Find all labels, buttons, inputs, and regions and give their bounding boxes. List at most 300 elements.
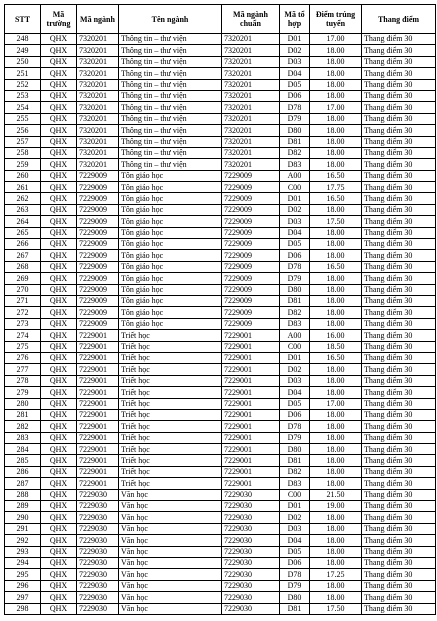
table-row <box>5 318 436 329</box>
header-ma-truong: Mã trường <box>41 5 77 34</box>
cell-diem: 18.00 <box>310 68 362 79</box>
cell-ma-to-hop: D02 <box>280 364 310 375</box>
cell-ten-nganh: Thông tin – thư viện <box>119 147 222 158</box>
cell-ma-truong: QHX <box>41 113 77 124</box>
cell-stt: 249 <box>5 45 41 56</box>
cell-ten-nganh: Triết học <box>119 341 222 352</box>
cell-thang-diem: Thang điểm 30 <box>362 193 436 204</box>
cell-ma-nganh-chuan: 7320201 <box>222 90 280 101</box>
table-row <box>5 398 436 409</box>
cell-ma-nganh: 7229030 <box>77 489 119 500</box>
cell-ma-to-hop: D79 <box>280 273 310 284</box>
table-row <box>5 68 436 79</box>
table-row <box>5 330 436 341</box>
cell-diem: 18.00 <box>310 56 362 67</box>
cell-ma-truong: QHX <box>41 580 77 591</box>
table-row <box>5 375 436 386</box>
cell-stt: 278 <box>5 375 41 386</box>
cell-thang-diem: Thang điểm 30 <box>362 341 436 352</box>
cell-ma-truong: QHX <box>41 250 77 261</box>
table-row <box>5 478 436 489</box>
cell-ma-nganh-chuan: 7320201 <box>222 136 280 147</box>
cell-ma-truong: QHX <box>41 284 77 295</box>
cell-ma-to-hop: D80 <box>280 444 310 455</box>
cell-ma-truong: QHX <box>41 136 77 147</box>
cell-thang-diem: Thang điểm 30 <box>362 204 436 215</box>
cell-diem: 16.50 <box>310 170 362 181</box>
table-row <box>5 239 436 250</box>
cell-ma-nganh: 7229001 <box>77 455 119 466</box>
cell-ma-to-hop: A00 <box>280 170 310 181</box>
cell-ma-to-hop: D02 <box>280 512 310 523</box>
cell-ma-nganh-chuan: 7229001 <box>222 432 280 443</box>
cell-diem: 18.00 <box>310 159 362 170</box>
cell-ma-nganh: 7229009 <box>77 318 119 329</box>
cell-ten-nganh: Tôn giáo học <box>119 170 222 181</box>
cell-ten-nganh: Tôn giáo học <box>119 182 222 193</box>
cell-ma-truong: QHX <box>41 170 77 181</box>
cell-ma-to-hop: D81 <box>280 136 310 147</box>
cell-diem: 18.00 <box>310 147 362 158</box>
cell-ma-nganh-chuan: 7229009 <box>222 216 280 227</box>
admission-score-table <box>4 4 436 615</box>
cell-stt: 257 <box>5 136 41 147</box>
cell-ten-nganh: Văn học <box>119 580 222 591</box>
cell-ma-nganh: 7229001 <box>77 398 119 409</box>
cell-diem: 18.00 <box>310 375 362 386</box>
cell-ma-nganh-chuan: 7229001 <box>222 330 280 341</box>
cell-stt: 248 <box>5 34 41 45</box>
cell-ma-truong: QHX <box>41 159 77 170</box>
cell-thang-diem: Thang điểm 30 <box>362 79 436 90</box>
cell-ma-nganh: 7229030 <box>77 546 119 557</box>
cell-ten-nganh: Văn học <box>119 603 222 614</box>
cell-ma-truong: QHX <box>41 432 77 443</box>
table-row <box>5 409 436 420</box>
cell-stt: 250 <box>5 56 41 67</box>
cell-thang-diem: Thang điểm 30 <box>362 227 436 238</box>
cell-ma-nganh: 7229009 <box>77 250 119 261</box>
cell-diem: 18.00 <box>310 90 362 101</box>
cell-diem: 17.00 <box>310 102 362 113</box>
cell-ma-nganh-chuan: 7229001 <box>222 409 280 420</box>
cell-ma-to-hop: D06 <box>280 250 310 261</box>
cell-ma-nganh: 7229030 <box>77 501 119 512</box>
cell-ma-nganh: 7229001 <box>77 432 119 443</box>
cell-ma-nganh-chuan: 7229009 <box>222 204 280 215</box>
cell-ten-nganh: Triết học <box>119 455 222 466</box>
cell-ma-truong: QHX <box>41 216 77 227</box>
cell-ma-nganh: 7229009 <box>77 239 119 250</box>
cell-diem: 18.00 <box>310 136 362 147</box>
cell-ma-nganh-chuan: 7229001 <box>222 421 280 432</box>
cell-stt: 259 <box>5 159 41 170</box>
cell-ma-to-hop: D06 <box>280 90 310 101</box>
cell-ma-nganh: 7320201 <box>77 45 119 56</box>
cell-diem: 18.00 <box>310 466 362 477</box>
cell-ma-truong: QHX <box>41 478 77 489</box>
cell-diem: 18.00 <box>310 125 362 136</box>
table-row <box>5 466 436 477</box>
cell-diem: 18.00 <box>310 227 362 238</box>
cell-stt: 253 <box>5 90 41 101</box>
cell-ma-nganh: 7320201 <box>77 159 119 170</box>
table-row <box>5 125 436 136</box>
cell-ten-nganh: Triết học <box>119 330 222 341</box>
cell-ma-truong: QHX <box>41 546 77 557</box>
cell-ma-nganh-chuan: 7229009 <box>222 261 280 272</box>
cell-stt: 291 <box>5 523 41 534</box>
cell-ma-nganh: 7229001 <box>77 341 119 352</box>
cell-ma-to-hop: D04 <box>280 535 310 546</box>
cell-diem: 17.50 <box>310 216 362 227</box>
cell-thang-diem: Thang điểm 30 <box>362 512 436 523</box>
table-row <box>5 182 436 193</box>
cell-ma-to-hop: D78 <box>280 102 310 113</box>
cell-ten-nganh: Tôn giáo học <box>119 284 222 295</box>
cell-ma-nganh: 7229001 <box>77 409 119 420</box>
cell-ma-nganh: 7229030 <box>77 603 119 614</box>
table-row <box>5 204 436 215</box>
cell-ma-nganh-chuan: 7229001 <box>222 387 280 398</box>
cell-ten-nganh: Triết học <box>119 432 222 443</box>
cell-ma-nganh-chuan: 7229001 <box>222 375 280 386</box>
cell-ten-nganh: Triết học <box>119 375 222 386</box>
cell-ma-nganh: 7320201 <box>77 125 119 136</box>
cell-ma-nganh-chuan: 7320201 <box>222 159 280 170</box>
cell-ma-nganh: 7229001 <box>77 421 119 432</box>
cell-diem: 18.00 <box>310 557 362 568</box>
cell-stt: 281 <box>5 409 41 420</box>
cell-diem: 18.00 <box>310 409 362 420</box>
cell-ma-truong: QHX <box>41 147 77 158</box>
cell-diem: 18.00 <box>310 421 362 432</box>
cell-stt: 271 <box>5 295 41 306</box>
cell-ma-truong: QHX <box>41 375 77 386</box>
cell-stt: 264 <box>5 216 41 227</box>
cell-thang-diem: Thang điểm 30 <box>362 466 436 477</box>
cell-ma-nganh-chuan: 7320201 <box>222 56 280 67</box>
cell-ma-truong: QHX <box>41 535 77 546</box>
cell-stt: 289 <box>5 501 41 512</box>
cell-ma-nganh-chuan: 7229001 <box>222 478 280 489</box>
cell-stt: 282 <box>5 421 41 432</box>
cell-ma-truong: QHX <box>41 330 77 341</box>
cell-stt: 275 <box>5 341 41 352</box>
table-row <box>5 523 436 534</box>
cell-stt: 298 <box>5 603 41 614</box>
cell-stt: 285 <box>5 455 41 466</box>
table-row <box>5 603 436 614</box>
cell-ten-nganh: Tôn giáo học <box>119 250 222 261</box>
header-diem-trung-tuyen: Điểm trúng tuyển <box>310 5 362 34</box>
cell-stt: 279 <box>5 387 41 398</box>
cell-thang-diem: Thang điểm 30 <box>362 409 436 420</box>
cell-ma-to-hop: D03 <box>280 216 310 227</box>
cell-thang-diem: Thang điểm 30 <box>362 603 436 614</box>
header-stt: STT <box>5 5 41 34</box>
cell-thang-diem: Thang điểm 30 <box>362 34 436 45</box>
cell-ten-nganh: Tôn giáo học <box>119 193 222 204</box>
cell-stt: 286 <box>5 466 41 477</box>
cell-thang-diem: Thang điểm 30 <box>362 273 436 284</box>
cell-ma-nganh: 7229009 <box>77 182 119 193</box>
cell-ma-truong: QHX <box>41 273 77 284</box>
cell-stt: 295 <box>5 569 41 580</box>
cell-diem: 16.50 <box>310 193 362 204</box>
table-row <box>5 193 436 204</box>
cell-diem: 18.00 <box>310 364 362 375</box>
cell-diem: 21.50 <box>310 489 362 500</box>
cell-diem: 18.00 <box>310 478 362 489</box>
cell-stt: 274 <box>5 330 41 341</box>
cell-stt: 267 <box>5 250 41 261</box>
table-row <box>5 102 436 113</box>
cell-ma-to-hop: D81 <box>280 603 310 614</box>
cell-ma-nganh: 7229001 <box>77 466 119 477</box>
cell-diem: 16.00 <box>310 330 362 341</box>
cell-thang-diem: Thang điểm 30 <box>362 125 436 136</box>
table-body <box>5 34 436 615</box>
cell-ma-to-hop: D80 <box>280 125 310 136</box>
cell-stt: 292 <box>5 535 41 546</box>
cell-ma-to-hop: D01 <box>280 501 310 512</box>
cell-ma-nganh: 7229030 <box>77 592 119 603</box>
cell-ma-to-hop: D02 <box>280 204 310 215</box>
cell-thang-diem: Thang điểm 30 <box>362 159 436 170</box>
cell-ten-nganh: Văn học <box>119 512 222 523</box>
cell-ma-nganh-chuan: 7229009 <box>222 284 280 295</box>
cell-ma-nganh-chuan: 7229030 <box>222 603 280 614</box>
table-row <box>5 364 436 375</box>
cell-ma-to-hop: D78 <box>280 569 310 580</box>
cell-ma-to-hop: D06 <box>280 409 310 420</box>
cell-thang-diem: Thang điểm 30 <box>362 113 436 124</box>
cell-thang-diem: Thang điểm 30 <box>362 136 436 147</box>
cell-ma-truong: QHX <box>41 79 77 90</box>
cell-thang-diem: Thang điểm 30 <box>362 455 436 466</box>
cell-thang-diem: Thang điểm 30 <box>362 90 436 101</box>
cell-ten-nganh: Triết học <box>119 444 222 455</box>
cell-ma-to-hop: D81 <box>280 295 310 306</box>
cell-ten-nganh: Thông tin – thư viện <box>119 68 222 79</box>
cell-ma-truong: QHX <box>41 409 77 420</box>
cell-ma-nganh: 7229009 <box>77 227 119 238</box>
cell-stt: 297 <box>5 592 41 603</box>
cell-thang-diem: Thang điểm 30 <box>362 444 436 455</box>
cell-stt: 280 <box>5 398 41 409</box>
cell-ten-nganh: Tôn giáo học <box>119 239 222 250</box>
cell-diem: 18.00 <box>310 113 362 124</box>
cell-thang-diem: Thang điểm 30 <box>362 478 436 489</box>
cell-ma-nganh: 7229009 <box>77 204 119 215</box>
cell-ma-to-hop: D03 <box>280 56 310 67</box>
cell-thang-diem: Thang điểm 30 <box>362 557 436 568</box>
table-header-row <box>5 5 436 34</box>
cell-ma-truong: QHX <box>41 569 77 580</box>
cell-ma-to-hop: D81 <box>280 455 310 466</box>
cell-thang-diem: Thang điểm 30 <box>362 364 436 375</box>
cell-ma-nganh-chuan: 7229030 <box>222 512 280 523</box>
cell-ma-nganh: 7320201 <box>77 102 119 113</box>
cell-thang-diem: Thang điểm 30 <box>362 147 436 158</box>
cell-ma-nganh-chuan: 7229001 <box>222 455 280 466</box>
cell-ma-nganh: 7320201 <box>77 79 119 90</box>
cell-stt: 270 <box>5 284 41 295</box>
cell-diem: 17.25 <box>310 569 362 580</box>
cell-stt: 277 <box>5 364 41 375</box>
cell-ma-truong: QHX <box>41 34 77 45</box>
cell-ma-nganh: 7229030 <box>77 557 119 568</box>
table-row <box>5 216 436 227</box>
cell-ma-to-hop: D82 <box>280 466 310 477</box>
cell-diem: 18.00 <box>310 387 362 398</box>
cell-ma-nganh: 7320201 <box>77 136 119 147</box>
cell-ten-nganh: Văn học <box>119 592 222 603</box>
cell-ma-to-hop: D78 <box>280 261 310 272</box>
cell-ten-nganh: Thông tin – thư viện <box>119 113 222 124</box>
cell-thang-diem: Thang điểm 30 <box>362 580 436 591</box>
table-row <box>5 444 436 455</box>
header-thang-diem: Thang điểm <box>362 5 436 34</box>
cell-ma-nganh: 7229001 <box>77 352 119 363</box>
cell-ten-nganh: Tôn giáo học <box>119 227 222 238</box>
cell-diem: 18.00 <box>310 580 362 591</box>
cell-ten-nganh: Triết học <box>119 478 222 489</box>
cell-stt: 276 <box>5 352 41 363</box>
cell-ma-nganh: 7229001 <box>77 375 119 386</box>
cell-stt: 262 <box>5 193 41 204</box>
cell-thang-diem: Thang điểm 30 <box>362 592 436 603</box>
cell-ten-nganh: Thông tin – thư viện <box>119 34 222 45</box>
cell-ma-nganh: 7229009 <box>77 216 119 227</box>
header-ten-nganh: Tên ngành <box>119 5 222 34</box>
table-row <box>5 147 436 158</box>
cell-thang-diem: Thang điểm 30 <box>362 45 436 56</box>
cell-ma-to-hop: D83 <box>280 318 310 329</box>
table-row <box>5 569 436 580</box>
table-row <box>5 227 436 238</box>
table-row <box>5 489 436 500</box>
cell-ma-nganh-chuan: 7229001 <box>222 341 280 352</box>
cell-thang-diem: Thang điểm 30 <box>362 375 436 386</box>
cell-ten-nganh: Triết học <box>119 352 222 363</box>
cell-thang-diem: Thang điểm 30 <box>362 523 436 534</box>
cell-ma-truong: QHX <box>41 227 77 238</box>
cell-thang-diem: Thang điểm 30 <box>362 330 436 341</box>
cell-diem: 18.00 <box>310 318 362 329</box>
cell-ma-nganh-chuan: 7229001 <box>222 398 280 409</box>
cell-ten-nganh: Tôn giáo học <box>119 295 222 306</box>
cell-ma-nganh-chuan: 7229030 <box>222 546 280 557</box>
cell-ma-to-hop: D78 <box>280 421 310 432</box>
cell-stt: 252 <box>5 79 41 90</box>
table-row <box>5 501 436 512</box>
cell-ma-truong: QHX <box>41 557 77 568</box>
cell-ma-nganh-chuan: 7320201 <box>222 79 280 90</box>
cell-ma-nganh: 7229001 <box>77 444 119 455</box>
cell-ma-nganh: 7229030 <box>77 512 119 523</box>
cell-ma-nganh: 7320201 <box>77 90 119 101</box>
cell-ten-nganh: Tôn giáo học <box>119 273 222 284</box>
cell-ma-to-hop: C00 <box>280 489 310 500</box>
cell-ma-nganh-chuan: 7320201 <box>222 113 280 124</box>
cell-ma-to-hop: D83 <box>280 159 310 170</box>
cell-ma-to-hop: D83 <box>280 478 310 489</box>
cell-ma-nganh-chuan: 7229030 <box>222 592 280 603</box>
cell-diem: 18.00 <box>310 444 362 455</box>
table-row <box>5 90 436 101</box>
cell-stt: 260 <box>5 170 41 181</box>
cell-thang-diem: Thang điểm 30 <box>362 261 436 272</box>
cell-thang-diem: Thang điểm 30 <box>362 239 436 250</box>
cell-ma-to-hop: D04 <box>280 68 310 79</box>
cell-ma-to-hop: D01 <box>280 193 310 204</box>
table-row <box>5 170 436 181</box>
cell-ma-truong: QHX <box>41 603 77 614</box>
cell-thang-diem: Thang điểm 30 <box>362 489 436 500</box>
table-row <box>5 273 436 284</box>
cell-ten-nganh: Tôn giáo học <box>119 307 222 318</box>
cell-diem: 17.75 <box>310 182 362 193</box>
cell-thang-diem: Thang điểm 30 <box>362 421 436 432</box>
cell-ma-truong: QHX <box>41 90 77 101</box>
cell-stt: 283 <box>5 432 41 443</box>
cell-thang-diem: Thang điểm 30 <box>362 182 436 193</box>
cell-ma-nganh: 7229001 <box>77 387 119 398</box>
cell-thang-diem: Thang điểm 30 <box>362 352 436 363</box>
cell-diem: 18.00 <box>310 45 362 56</box>
cell-ma-truong: QHX <box>41 204 77 215</box>
cell-thang-diem: Thang điểm 30 <box>362 295 436 306</box>
cell-ma-nganh: 7229009 <box>77 170 119 181</box>
cell-ma-to-hop: D01 <box>280 34 310 45</box>
table-row <box>5 421 436 432</box>
cell-ten-nganh: Triết học <box>119 466 222 477</box>
cell-ma-to-hop: D01 <box>280 352 310 363</box>
cell-ma-nganh-chuan: 7320201 <box>222 68 280 79</box>
cell-ma-nganh: 7229030 <box>77 535 119 546</box>
cell-diem: 17.00 <box>310 34 362 45</box>
cell-ma-truong: QHX <box>41 592 77 603</box>
cell-ma-nganh: 7229030 <box>77 523 119 534</box>
cell-ten-nganh: Văn học <box>119 546 222 557</box>
table-row <box>5 136 436 147</box>
cell-ma-to-hop: D79 <box>280 580 310 591</box>
cell-ma-truong: QHX <box>41 193 77 204</box>
cell-diem: 16.50 <box>310 261 362 272</box>
cell-diem: 18.50 <box>310 341 362 352</box>
cell-ma-truong: QHX <box>41 512 77 523</box>
cell-diem: 18.00 <box>310 204 362 215</box>
table-row <box>5 546 436 557</box>
cell-ma-truong: QHX <box>41 352 77 363</box>
table-row <box>5 261 436 272</box>
cell-ma-to-hop: D04 <box>280 387 310 398</box>
cell-ma-nganh-chuan: 7229009 <box>222 239 280 250</box>
table-row <box>5 512 436 523</box>
cell-diem: 18.00 <box>310 307 362 318</box>
cell-ma-nganh-chuan: 7320201 <box>222 147 280 158</box>
cell-diem: 18.00 <box>310 273 362 284</box>
cell-ten-nganh: Tôn giáo học <box>119 318 222 329</box>
cell-thang-diem: Thang điểm 30 <box>362 546 436 557</box>
table-row <box>5 432 436 443</box>
cell-ma-to-hop: D05 <box>280 398 310 409</box>
table-row <box>5 341 436 352</box>
cell-ma-to-hop: D82 <box>280 147 310 158</box>
cell-thang-diem: Thang điểm 30 <box>362 56 436 67</box>
